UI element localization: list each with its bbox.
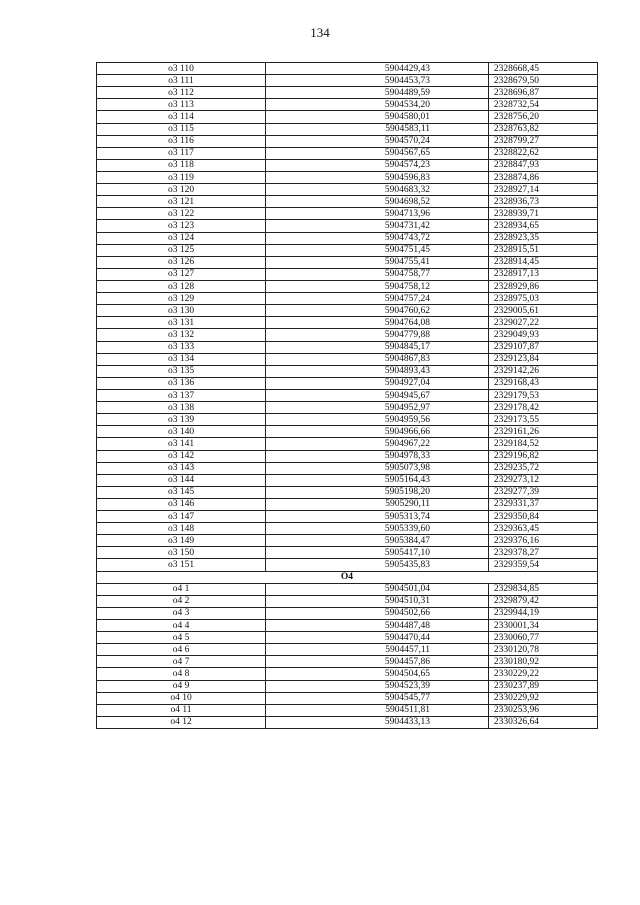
point-id-cell: о3 137 (97, 389, 266, 401)
table-row (97, 656, 598, 668)
x-coordinate-cell: 5904583,11 (266, 123, 489, 135)
table-row (97, 607, 598, 619)
x-coordinate-cell: 5904945,67 (266, 389, 489, 401)
table-row (97, 280, 598, 292)
point-id-cell: о3 132 (97, 329, 266, 341)
y-coordinate-cell: 2330060,77 (489, 632, 598, 644)
y-coordinate-cell: 2329944,19 (489, 607, 598, 619)
point-id-cell: о4 8 (97, 668, 266, 680)
table-row (97, 99, 598, 111)
y-coordinate-cell: 2328929,86 (489, 280, 598, 292)
table-row (97, 365, 598, 377)
x-coordinate-cell: 5905435,83 (266, 559, 489, 571)
x-coordinate-cell: 5904502,66 (266, 607, 489, 619)
y-coordinate-cell: 2328936,73 (489, 196, 598, 208)
table-row (97, 377, 598, 389)
x-coordinate-cell: 5904487,48 (266, 620, 489, 632)
x-coordinate-cell: 5904523,39 (266, 680, 489, 692)
table-row (97, 438, 598, 450)
page-number: 134 (310, 25, 330, 40)
coordinates-table (96, 62, 598, 729)
y-coordinate-cell: 2328874,86 (489, 171, 598, 183)
y-coordinate-cell: 2328799,27 (489, 135, 598, 147)
x-coordinate-cell: 5905198,20 (266, 486, 489, 498)
point-id-cell: о3 134 (97, 353, 266, 365)
table-row (97, 692, 598, 704)
point-id-cell: о4 3 (97, 607, 266, 619)
point-id-cell: о3 138 (97, 402, 266, 414)
table-row (97, 511, 598, 523)
table-row (97, 498, 598, 510)
point-id-cell: о3 150 (97, 547, 266, 559)
x-coordinate-cell: 5904743,72 (266, 232, 489, 244)
point-id-cell: о3 112 (97, 87, 266, 99)
y-coordinate-cell: 2329005,61 (489, 305, 598, 317)
y-coordinate-cell: 2330180,92 (489, 656, 598, 668)
x-coordinate-cell: 5904596,83 (266, 171, 489, 183)
point-id-cell: о3 118 (97, 159, 266, 171)
x-coordinate-cell: 5904457,11 (266, 644, 489, 656)
table-row (97, 208, 598, 220)
table-row (97, 184, 598, 196)
table-row (97, 644, 598, 656)
table-row (97, 244, 598, 256)
point-id-cell: о4 7 (97, 656, 266, 668)
x-coordinate-cell: 5904489,59 (266, 87, 489, 99)
table-row (97, 668, 598, 680)
y-coordinate-cell: 2329196,82 (489, 450, 598, 462)
point-id-cell: о3 149 (97, 535, 266, 547)
table-row (97, 293, 598, 305)
table-row (97, 547, 598, 559)
table-row (97, 389, 598, 401)
x-coordinate-cell: 5905417,10 (266, 547, 489, 559)
x-coordinate-cell: 5904545,77 (266, 692, 489, 704)
y-coordinate-cell: 2329123,84 (489, 353, 598, 365)
x-coordinate-cell: 5904683,32 (266, 184, 489, 196)
table-row (97, 63, 598, 75)
y-coordinate-cell: 2328927,14 (489, 184, 598, 196)
table-row (97, 341, 598, 353)
table-row (97, 87, 598, 99)
y-coordinate-cell: 2328756,20 (489, 111, 598, 123)
point-id-cell: о3 120 (97, 184, 266, 196)
y-coordinate-cell: 2328696,87 (489, 87, 598, 99)
point-id-cell: о3 111 (97, 75, 266, 87)
x-coordinate-cell: 5904580,01 (266, 111, 489, 123)
x-coordinate-cell: 5904510,31 (266, 595, 489, 607)
y-coordinate-cell: 2328668,45 (489, 63, 598, 75)
y-coordinate-cell: 2329879,42 (489, 595, 598, 607)
x-coordinate-cell: 5904534,20 (266, 99, 489, 111)
y-coordinate-cell: 2328914,45 (489, 256, 598, 268)
point-id-cell: о3 140 (97, 426, 266, 438)
point-id-cell: о3 145 (97, 486, 266, 498)
x-coordinate-cell: 5904867,83 (266, 353, 489, 365)
table-row (97, 232, 598, 244)
point-id-cell: о4 10 (97, 692, 266, 704)
x-coordinate-cell: 5904967,22 (266, 438, 489, 450)
table-row (97, 559, 598, 571)
y-coordinate-cell: 2329161,26 (489, 426, 598, 438)
y-coordinate-cell: 2329142,26 (489, 365, 598, 377)
table-row (97, 426, 598, 438)
section-title: О4 (97, 571, 598, 583)
x-coordinate-cell: 5904751,45 (266, 244, 489, 256)
x-coordinate-cell: 5904755,41 (266, 256, 489, 268)
point-id-cell: о3 124 (97, 232, 266, 244)
table-row (97, 111, 598, 123)
x-coordinate-cell: 5904959,56 (266, 414, 489, 426)
table-row (97, 632, 598, 644)
point-id-cell: о3 119 (97, 171, 266, 183)
table-row (97, 171, 598, 183)
y-coordinate-cell: 2330120,78 (489, 644, 598, 656)
y-coordinate-cell: 2329179,53 (489, 389, 598, 401)
point-id-cell: о3 117 (97, 147, 266, 159)
y-coordinate-cell: 2329184,52 (489, 438, 598, 450)
y-coordinate-cell: 2328934,65 (489, 220, 598, 232)
x-coordinate-cell: 5904758,12 (266, 280, 489, 292)
point-id-cell: о3 125 (97, 244, 266, 256)
y-coordinate-cell: 2329834,85 (489, 583, 598, 595)
y-coordinate-cell: 2328917,13 (489, 268, 598, 280)
point-id-cell: о3 144 (97, 474, 266, 486)
x-coordinate-cell: 5905290,11 (266, 498, 489, 510)
y-coordinate-cell: 2330326,64 (489, 716, 598, 728)
table-row (97, 462, 598, 474)
point-id-cell: о3 141 (97, 438, 266, 450)
table-row (97, 523, 598, 535)
y-coordinate-cell: 2329273,12 (489, 474, 598, 486)
table-row (97, 305, 598, 317)
x-coordinate-cell: 5904511,81 (266, 704, 489, 716)
x-coordinate-cell: 5905384,47 (266, 535, 489, 547)
point-id-cell: о4 1 (97, 583, 266, 595)
table-row (97, 595, 598, 607)
y-coordinate-cell: 2328915,51 (489, 244, 598, 256)
x-coordinate-cell: 5904429,43 (266, 63, 489, 75)
point-id-cell: о3 136 (97, 377, 266, 389)
x-coordinate-cell: 5904504,65 (266, 668, 489, 680)
point-id-cell: о3 135 (97, 365, 266, 377)
x-coordinate-cell: 5905164,43 (266, 474, 489, 486)
y-coordinate-cell: 2329331,37 (489, 498, 598, 510)
table-row (97, 474, 598, 486)
x-coordinate-cell: 5905313,74 (266, 511, 489, 523)
x-coordinate-cell: 5904574,23 (266, 159, 489, 171)
table-row (97, 196, 598, 208)
table-row (97, 317, 598, 329)
x-coordinate-cell: 5904457,86 (266, 656, 489, 668)
x-coordinate-cell: 5904433,13 (266, 716, 489, 728)
point-id-cell: о3 143 (97, 462, 266, 474)
x-coordinate-cell: 5904470,44 (266, 632, 489, 644)
point-id-cell: о3 129 (97, 293, 266, 305)
y-coordinate-cell: 2328822,62 (489, 147, 598, 159)
y-coordinate-cell: 2329376,16 (489, 535, 598, 547)
point-id-cell: о3 116 (97, 135, 266, 147)
table-row (97, 159, 598, 171)
y-coordinate-cell: 2330001,34 (489, 620, 598, 632)
point-id-cell: о3 142 (97, 450, 266, 462)
table-row (97, 704, 598, 716)
x-coordinate-cell: 5905073,98 (266, 462, 489, 474)
coordinates-table-body (97, 63, 598, 729)
point-id-cell: о4 12 (97, 716, 266, 728)
table-row (97, 123, 598, 135)
x-coordinate-cell: 5905339,60 (266, 523, 489, 535)
y-coordinate-cell: 2329277,39 (489, 486, 598, 498)
table-row (97, 680, 598, 692)
y-coordinate-cell: 2329235,72 (489, 462, 598, 474)
table-row (97, 256, 598, 268)
table-row (97, 486, 598, 498)
x-coordinate-cell: 5904764,08 (266, 317, 489, 329)
x-coordinate-cell: 5904893,43 (266, 365, 489, 377)
x-coordinate-cell: 5904731,42 (266, 220, 489, 232)
table-row (97, 268, 598, 280)
table-row (97, 583, 598, 595)
x-coordinate-cell: 5904567,65 (266, 147, 489, 159)
point-id-cell: о3 147 (97, 511, 266, 523)
point-id-cell: о3 131 (97, 317, 266, 329)
point-id-cell: о4 4 (97, 620, 266, 632)
point-id-cell: о3 122 (97, 208, 266, 220)
y-coordinate-cell: 2330229,92 (489, 692, 598, 704)
point-id-cell: о3 110 (97, 63, 266, 75)
point-id-cell: о3 148 (97, 523, 266, 535)
x-coordinate-cell: 5904501,04 (266, 583, 489, 595)
table-row (97, 75, 598, 87)
table-row (97, 716, 598, 728)
x-coordinate-cell: 5904758,77 (266, 268, 489, 280)
point-id-cell: о3 114 (97, 111, 266, 123)
x-coordinate-cell: 5904952,97 (266, 402, 489, 414)
y-coordinate-cell: 2330237,89 (489, 680, 598, 692)
point-id-cell: о4 11 (97, 704, 266, 716)
x-coordinate-cell: 5904698,52 (266, 196, 489, 208)
point-id-cell: о3 128 (97, 280, 266, 292)
x-coordinate-cell: 5904453,73 (266, 75, 489, 87)
x-coordinate-cell: 5904760,62 (266, 305, 489, 317)
table-row (97, 329, 598, 341)
y-coordinate-cell: 2328923,35 (489, 232, 598, 244)
point-id-cell: о4 6 (97, 644, 266, 656)
y-coordinate-cell: 2330253,96 (489, 704, 598, 716)
table-row (97, 147, 598, 159)
y-coordinate-cell: 2329359,54 (489, 559, 598, 571)
y-coordinate-cell: 2328732,54 (489, 99, 598, 111)
y-coordinate-cell: 2329363,45 (489, 523, 598, 535)
x-coordinate-cell: 5904713,96 (266, 208, 489, 220)
point-id-cell: о3 146 (97, 498, 266, 510)
point-id-cell: о4 2 (97, 595, 266, 607)
y-coordinate-cell: 2328679,50 (489, 75, 598, 87)
point-id-cell: о3 139 (97, 414, 266, 426)
x-coordinate-cell: 5904570,24 (266, 135, 489, 147)
table-row (97, 535, 598, 547)
y-coordinate-cell: 2329168,43 (489, 377, 598, 389)
y-coordinate-cell: 2328975,03 (489, 293, 598, 305)
point-id-cell: о3 126 (97, 256, 266, 268)
y-coordinate-cell: 2328939,71 (489, 208, 598, 220)
y-coordinate-cell: 2328847,93 (489, 159, 598, 171)
x-coordinate-cell: 5904845,17 (266, 341, 489, 353)
y-coordinate-cell: 2329173,55 (489, 414, 598, 426)
point-id-cell: о3 121 (97, 196, 266, 208)
point-id-cell: о4 5 (97, 632, 266, 644)
point-id-cell: о3 123 (97, 220, 266, 232)
y-coordinate-cell: 2329027,22 (489, 317, 598, 329)
table-row (97, 135, 598, 147)
y-coordinate-cell: 2329178,42 (489, 402, 598, 414)
table-row (97, 414, 598, 426)
point-id-cell: о3 130 (97, 305, 266, 317)
x-coordinate-cell: 5904978,33 (266, 450, 489, 462)
table-row (97, 620, 598, 632)
y-coordinate-cell: 2329107,87 (489, 341, 598, 353)
table-row (97, 450, 598, 462)
y-coordinate-cell: 2329350,84 (489, 511, 598, 523)
point-id-cell: о4 9 (97, 680, 266, 692)
table-row (97, 220, 598, 232)
x-coordinate-cell: 5904927,04 (266, 377, 489, 389)
x-coordinate-cell: 5904966,66 (266, 426, 489, 438)
section-header-row (97, 571, 598, 583)
table-row (97, 402, 598, 414)
y-coordinate-cell: 2329378,27 (489, 547, 598, 559)
point-id-cell: о3 151 (97, 559, 266, 571)
y-coordinate-cell: 2330229,22 (489, 668, 598, 680)
point-id-cell: о3 127 (97, 268, 266, 280)
x-coordinate-cell: 5904779,88 (266, 329, 489, 341)
table-row (97, 353, 598, 365)
point-id-cell: о3 115 (97, 123, 266, 135)
point-id-cell: о3 133 (97, 341, 266, 353)
y-coordinate-cell: 2328763,82 (489, 123, 598, 135)
x-coordinate-cell: 5904757,24 (266, 293, 489, 305)
point-id-cell: о3 113 (97, 99, 266, 111)
y-coordinate-cell: 2329049,93 (489, 329, 598, 341)
